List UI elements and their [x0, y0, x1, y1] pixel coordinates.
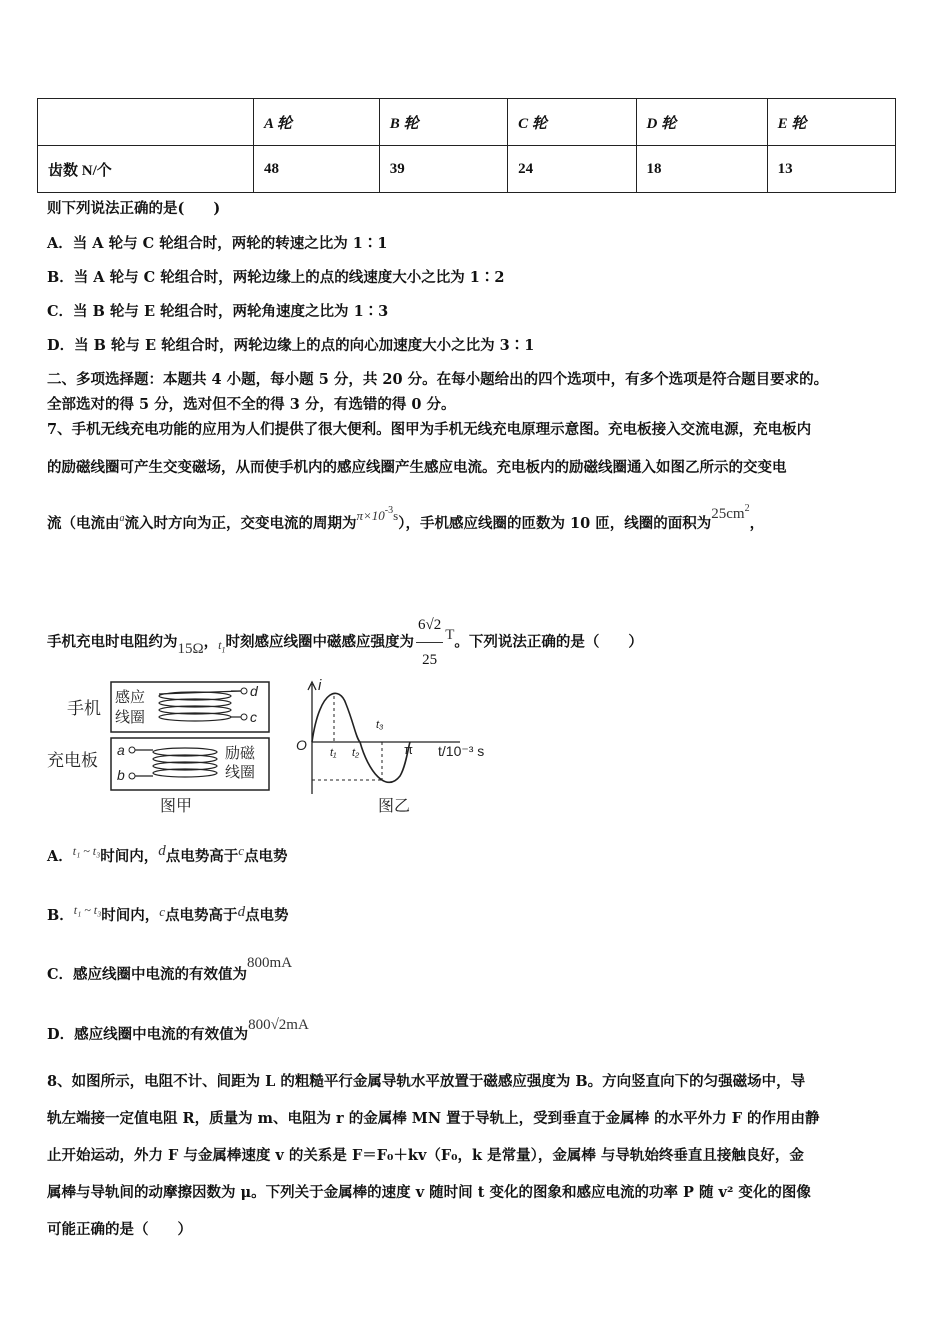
section-scoring: 全部选对的得 5 分，选对但不全的得 3 分，有选错的得 0 分。: [47, 396, 456, 413]
option-text: 时间内，: [101, 907, 160, 924]
table-cell: 24: [508, 146, 636, 193]
option-text: 点电势: [244, 848, 288, 865]
q6-prompt: 则下列说法正确的是( ): [47, 200, 221, 217]
t1-var: t: [218, 637, 222, 652]
q7-text: 流入时方向为正，交变电流的周期为: [124, 515, 357, 532]
table-cell: 39: [379, 146, 507, 193]
q8-line-2: 轨左端接一定值电阻 R，质量为 m、电阻为 r 的金属棒 MN 置于导轨上，受到垂直于金属棒 的水平外力 F 的作用由静: [47, 1110, 820, 1127]
table-cell: 13: [767, 146, 895, 193]
option-text: 点电势: [245, 907, 289, 924]
tick-t1: t₁: [330, 747, 337, 759]
q7-text: ），手机感应线圈的匝数为 10 匝，线圈的面积为: [398, 515, 712, 532]
q7-text: ，: [203, 633, 219, 651]
var-d: d: [158, 843, 166, 859]
terminal-label: a: [117, 742, 125, 758]
caption-figure-b: 图乙: [378, 798, 411, 815]
q7-option-c: [47, 955, 293, 992]
table-row: [38, 146, 896, 193]
q8-line-5: 可能正确的是（ ）: [47, 1221, 192, 1238]
table-row-label: 齿数 N/个: [38, 146, 254, 193]
var-c: c: [159, 904, 166, 919]
option-label: B．: [47, 907, 74, 924]
q7-line-1: 7、手机无线充电功能的应用为人们提供了很大便利。图甲为手机无线充电原理示意图。充电板接入交流电源，充电板内: [47, 421, 812, 438]
terminal-b: [129, 773, 135, 779]
q7-option-a: [47, 842, 288, 872]
time-range: t₁ ~ t₃: [73, 903, 102, 917]
tick-t2: t₂: [352, 747, 360, 759]
period-exponent: -3: [384, 505, 394, 516]
charger-label: 充电板: [47, 751, 98, 770]
induction-coil-label: 感应: [115, 689, 146, 706]
table-header-cell: C 轮: [508, 99, 636, 146]
time-range: t₁ ~ t₃: [72, 844, 101, 858]
option-label: A．: [47, 848, 73, 865]
area-exponent: 2: [744, 503, 750, 514]
excitation-coil-label: 励磁: [225, 745, 256, 762]
caption-figure-a: 图甲: [160, 798, 193, 815]
table-header-cell: B 轮: [379, 99, 507, 146]
axis-t-label: t/10⁻³ s: [438, 743, 485, 759]
t1-sub: 1: [221, 644, 226, 654]
q7-text: 手机充电时电阻约为: [47, 633, 178, 651]
figure-a-charging-diagram: [45, 676, 285, 821]
q7-line-3: [47, 503, 765, 536]
resistance-value: 15Ω: [177, 640, 204, 657]
table-cell: 48: [254, 146, 380, 193]
terminal-a: [129, 747, 135, 753]
q7-option-b: [47, 901, 289, 931]
area-value: 25cm: [711, 506, 745, 522]
table-header-cell: D 轮: [636, 99, 767, 146]
terminal-label: c: [250, 709, 257, 725]
var-c: c: [238, 843, 245, 858]
terminal-c: [241, 714, 247, 720]
axis-i-label: i: [318, 677, 322, 694]
q7-line-2: 的励磁线圈可产生交变磁场，从而使手机内的感应线圈产生感应电流。充电板内的励磁线圈通入如图乙所示的交变电: [47, 459, 787, 476]
q6-option-b: B．当 A 轮与 C 轮组合时，两轮边缘上的点的线速度大小之比为 1∶2: [47, 269, 505, 286]
section-heading: 二、多项选择题：本题共 4 小题，每小题 5 分，共 20 分。在每小题给出的四个选项中，有多个选项是符合题目要求的。: [47, 371, 829, 388]
phone-label: 手机: [67, 699, 101, 718]
q6-option-c: C．当 B 轮与 E 轮组合时，两轮角速度之比为 1∶3: [47, 303, 389, 320]
tick-pi: π: [404, 742, 413, 757]
gear-table: [37, 98, 896, 193]
period-unit: s: [393, 508, 399, 523]
option-text: 时间内，: [100, 848, 159, 865]
table-header-cell: [38, 99, 254, 146]
excitation-coil-label: 线圈: [225, 764, 256, 781]
effective-current-value: 800√2mA: [248, 1017, 309, 1033]
q8-line-4: 属棒与导轨间的动摩擦因数为 μ。下列关于金属棒的速度 v 随时间 t 变化的图象和感应电流的功率 P 随 v² 变化的图像: [47, 1184, 811, 1201]
graph-axes: [308, 682, 460, 794]
q7-text: 流（电流由: [47, 515, 120, 532]
q8-line-1: 8、如图所示，电阻不计、间距为 L 的粗糙平行金属导轨水平放置于磁感应强度为 B。方向竖直向下的匀强磁场中，导: [47, 1073, 806, 1090]
q7-text: 时刻感应线圈中磁感应强度为: [225, 633, 414, 651]
table-header-row: [38, 99, 896, 146]
axis-origin-label: O: [296, 737, 307, 753]
tick-t3: t₃: [376, 719, 384, 731]
option-text: D．感应线圈中电流的有效值为: [47, 1026, 249, 1043]
b-field-fraction: [416, 608, 443, 677]
figure-b-current-graph: [290, 676, 510, 821]
excitation-coil: [135, 748, 217, 777]
b-denominator: 25: [422, 652, 438, 668]
b-numerator: 6√2: [416, 608, 443, 643]
period-value: π×10: [356, 508, 385, 523]
terminal-label: b: [117, 767, 125, 783]
q7-text: ，: [749, 515, 765, 532]
option-text: 点电势高于: [165, 848, 239, 865]
q7-line-4: [47, 608, 643, 677]
b-unit: T: [445, 626, 455, 643]
q7-option-d: [47, 1018, 309, 1052]
terminal-d: [241, 688, 247, 694]
option-text: 点电势高于: [165, 907, 238, 924]
q6-option-d: D．当 B 轮与 E 轮组合时，两轮边缘上的点的向心加速度大小之比为 3∶1: [47, 337, 535, 354]
var-a: a: [119, 513, 125, 524]
q8-line-3: 止开始运动，外力 F 与金属棒速度 v 的关系是 F＝F₀＋kv（F₀，k 是常量），金属棒 与导轨始终垂直且接触良好，金: [47, 1147, 804, 1164]
q6-option-a: A．当 A 轮与 C 轮组合时，两轮的转速之比为 1∶1: [47, 235, 388, 252]
effective-current-value: 800mA: [247, 955, 293, 971]
terminal-label: d: [250, 683, 258, 699]
current-curve: [312, 693, 410, 782]
induction-coil-label: 线圈: [115, 709, 146, 726]
table-header-cell: A 轮: [254, 99, 380, 146]
induction-coil: [159, 691, 241, 721]
var-d: d: [237, 904, 246, 920]
option-text: C．感应线圈中电流的有效值为: [47, 966, 248, 983]
table-cell: 18: [636, 146, 767, 193]
q7-text: 。下列说法正确的是（ ）: [454, 633, 643, 651]
table-header-cell: E 轮: [767, 99, 895, 146]
